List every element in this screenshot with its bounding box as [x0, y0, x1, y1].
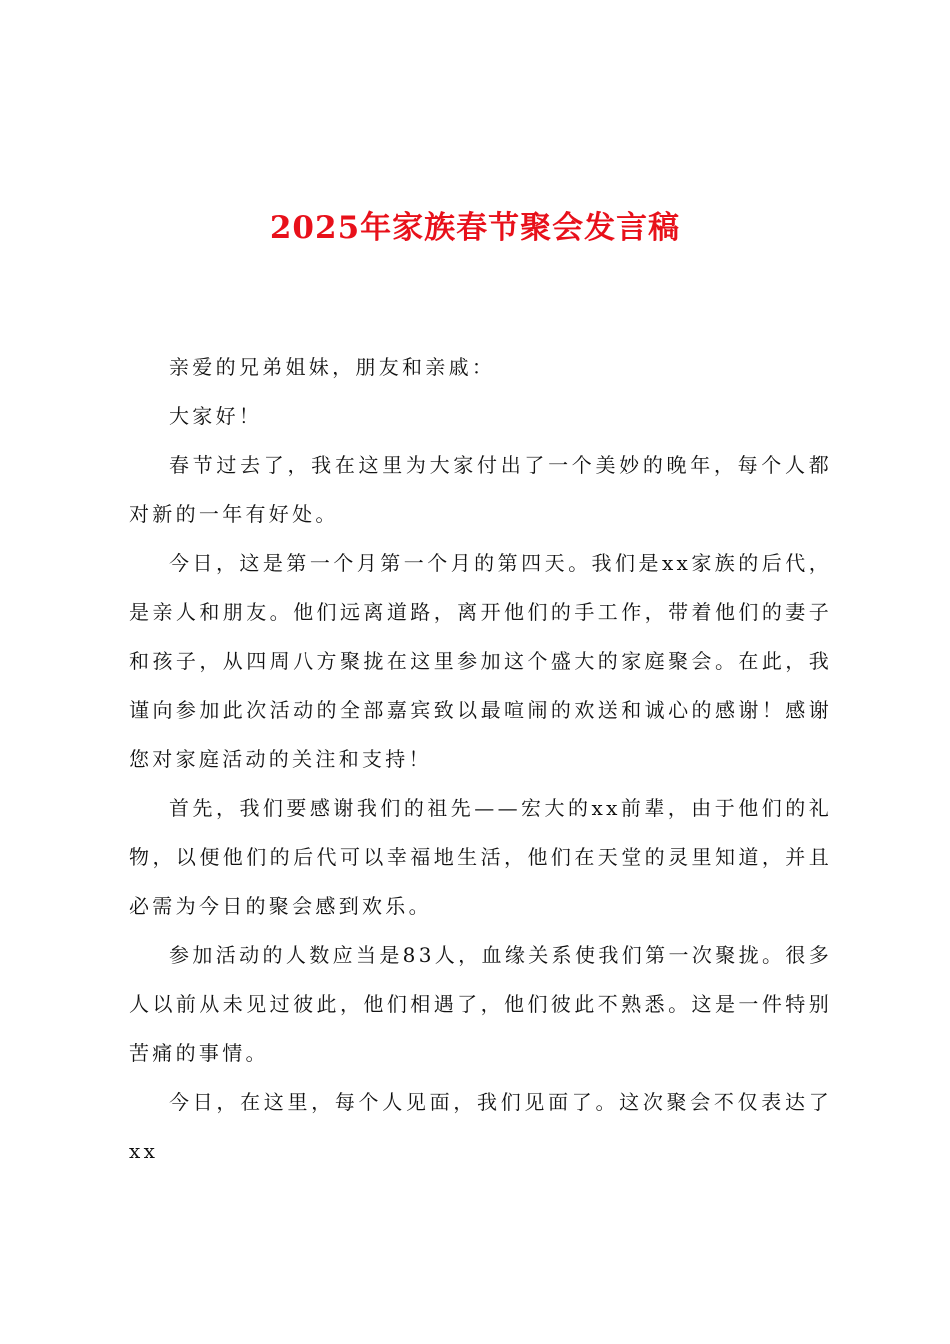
body-paragraph: 今日，这是第一个月第一个月的第四天。我们是xx家族的后代，是亲人和朋友。他们远离道路，离开他们的手工作，带着他们的妻子和孩子，从四周八方聚拢在这里参加这个盛大的家庭聚会。在此，我谨向参加此次活动的全部嘉宾致以最喧闹的欢送和诚心的感谢！感谢您对家庭活动的关注和支持！ [129, 551, 832, 771]
greeting-paragraph: 亲爱的兄弟姐妹，朋友和亲戚： [169, 355, 496, 379]
document-title: 2025年家族春节聚会发言稿 [269, 210, 681, 246]
hello-paragraph: 大家好！ [169, 404, 263, 428]
body-paragraph: 参加活动的人数应当是83人，血缘关系使我们第一次聚拢。很多人以前从未见过彼此，他们相遇了，他们彼此不熟悉。这是一件特别苦痛的事情。 [129, 943, 832, 1065]
body-paragraph: 首先，我们要感谢我们的祖先——宏大的xx前辈，由于他们的礼物，以便他们的后代可以幸福地生活，他们在天堂的灵里知道，并且必需为今日的聚会感到欢乐。 [129, 796, 832, 918]
document-body [129, 343, 832, 1176]
body-paragraph: 春节过去了，我在这里为大家付出了一个美妙的晚年，每个人都对新的一年有好处。 [129, 453, 832, 526]
body-paragraph: 今日，在这里，每个人见面，我们见面了。这次聚会不仅表达了xx [129, 1090, 832, 1163]
